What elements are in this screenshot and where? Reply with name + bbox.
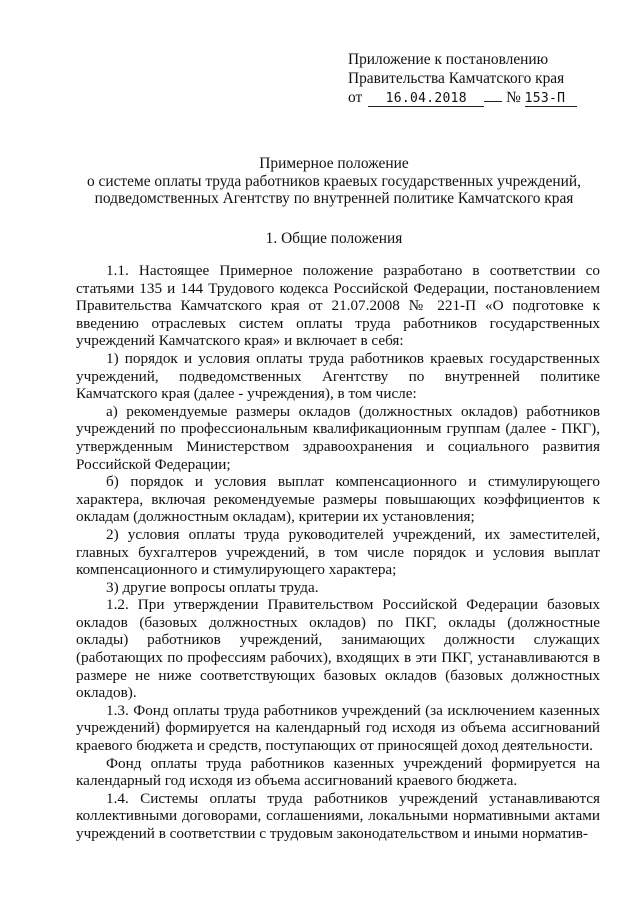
document-title xyxy=(60,155,608,208)
appendix-date-number-line xyxy=(348,88,618,107)
paragraph: Фонд оплаты труда работников казенных учреждений формируется на календарный год исходя из объема ассигнований краевого бюджета. xyxy=(76,754,600,790)
appendix-header-line-1: Приложение к постановлению xyxy=(348,51,549,68)
paragraph: 1.2. При утверждении Правительством Российской Федерации базовых окладов (базовых должностных окладов) по ПКГ, оклады (должностные оклады) работников учреждений, занимающих должности служащих (работающих по профессиям рабочих), входящих в эти ПКГ, устанавливаются в размере не ниже соответствующих базовых окладов (базовых должностных окладов). xyxy=(76,596,600,702)
date-prefix: от xyxy=(348,89,363,106)
document-body xyxy=(76,262,600,843)
number-prefix: № xyxy=(506,89,521,106)
title-line-3: подведомственных Агентству по внутренней политике Камчатского края xyxy=(94,190,574,208)
paragraph: а) рекомендуемые размеры окладов (должностных окладов) работников учреждений по профессиональным квалификационным группам (далее - ПКГ), утвержденным Министерством здравоохранения и социального развития Российской Федерации; xyxy=(76,402,600,473)
paragraph: 1.1. Настоящее Примерное положение разработано в соответствии со статьями 135 и 144 Трудового кодекса Российской Федерации, постановлением Правительства Камчатского края от 21.07.2008 № 221-П «О подготовке к введению отраслевых систем оплаты труда работников государственных учреждений Камчатского края» и включает в себя: xyxy=(76,262,600,350)
paragraph: 1.3. Фонд оплаты труда работников учреждений (за исключением казенных учреждений) формируется на календарный год исходя из объема ассигнований краевого бюджета и средств, поступающих от приносящей доход деятельности. xyxy=(76,701,600,755)
title-line-1: Примерное положение xyxy=(259,155,409,172)
resolution-number: 153-П xyxy=(525,91,577,107)
paragraph: 3) другие вопросы оплаты труда. xyxy=(106,578,319,596)
appendix-header-line-2: Правительства Камчатского края xyxy=(348,70,565,87)
paragraph: 2) условия оплаты труда руководителей учреждений, их заместителей, главных бухгалтеров учреждений, в том числе порядок и условия выплат компенсационного и стимулирующего характера; xyxy=(76,525,600,579)
appendix-header xyxy=(348,50,618,107)
title-line-2: о системе оплаты труда работников краевых государственных учреждений, xyxy=(86,172,581,190)
paragraph: б) порядок и условия выплат компенсационного и стимулирующего характера, включая рекомендуемые размеры повышающих коэффициентов к окладам (должностным окладам), критерии их установления; xyxy=(76,473,600,526)
paragraph: 1.4. Системы оплаты труда работников учреждений устанавливаются коллективными договорами, соглашениями, локальными нормативными актами учреждений в соответствии с трудовым законодательством и иными норматив- xyxy=(76,789,600,842)
paragraph: 1) порядок и условия оплаты труда работников краевых государственных учреждений, подведомственных Агентству по внутренней политике Камчатского края (далее - учреждения), в том числе: xyxy=(76,349,600,403)
section-heading: 1. Общие положения xyxy=(265,230,403,247)
underline-gap xyxy=(484,101,502,102)
resolution-date: 16.04.2018 xyxy=(368,91,484,107)
